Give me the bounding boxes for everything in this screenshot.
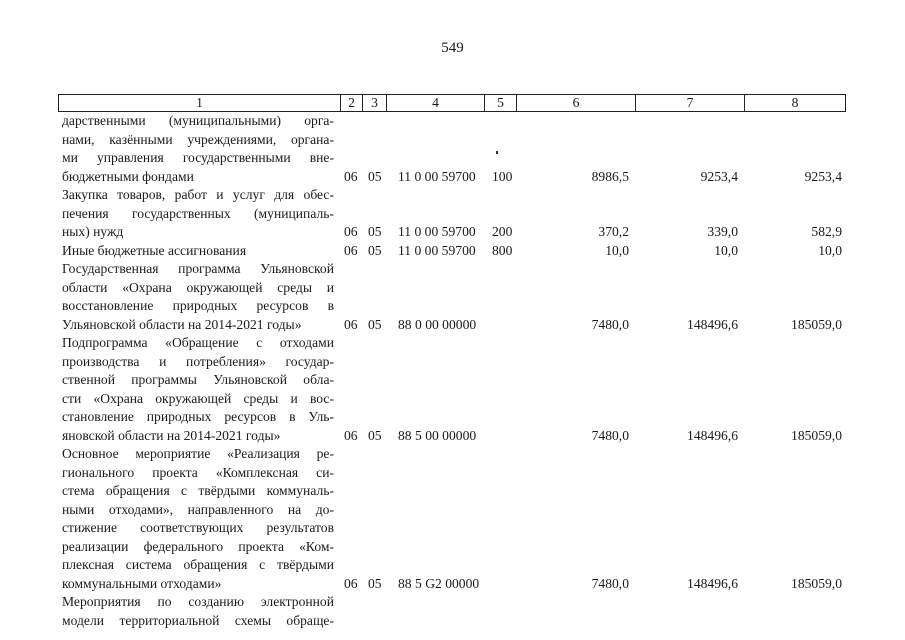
description-line: печения государственных (муниципаль- [62,205,334,221]
description-line: яновской области на 2014-2021 годы» [62,427,281,443]
amount-col-6: 7480,0 [591,575,629,591]
description-line: реализации федерального проекта «Ком- [62,538,334,554]
amount-col-7: 148496,6 [687,316,738,332]
header-col-5: 5 [485,95,517,111]
section-code: 06 [344,224,358,239]
section-code: 06 [344,316,358,332]
header-col-6: 6 [517,95,636,111]
description-line: Государственная программа Ульяновской [62,261,334,276]
amount-col-7: 148496,6 [687,575,738,591]
table-row [62,186,852,242]
description-line: коммунальными отходами» [62,575,222,591]
description-line: ных) нужд [62,224,124,239]
description-line: области «Охрана окружающей среды и [62,279,334,295]
header-col-3: 3 [363,95,387,111]
table-row [62,445,852,593]
subsection-code: 05 [368,242,382,258]
amount-col-6: 10,0 [605,242,629,258]
row-values [62,168,852,187]
description-line: Ульяновской области на 2014-2021 годы» [62,316,302,332]
target-article-code: 11 0 00 59700 [398,224,476,239]
table-row [62,242,852,261]
description-line: Иные бюджетные ассигнования [62,242,247,258]
amount-col-8: 185059,0 [791,316,842,332]
section-code: 06 [344,427,358,443]
header-col-1: 1 [59,95,341,111]
expense-type-code: 100 [492,168,513,184]
table-body [62,112,852,630]
description-line: сти «Охрана окружающей среды и вос- [62,390,334,406]
target-article-code: 88 5 00 00000 [398,427,477,443]
row-description [62,593,334,630]
subsection-code: 05 [368,316,382,332]
section-code: 06 [344,242,358,258]
amount-col-7: 9253,4 [700,168,738,184]
section-code: 06 [344,168,358,184]
description-line: дарственными (муниципальными) орга- [62,113,334,128]
description-line: производства и потребления» государ- [62,353,334,369]
amount-col-7: 148496,6 [687,427,738,443]
amount-col-6: 7480,0 [591,316,629,332]
subsection-code: 05 [368,427,382,443]
description-line: Закупка товаров, работ и услуг для обес- [62,187,334,202]
row-values [62,223,852,242]
header-col-4: 4 [387,95,485,111]
description-line: модели территориальной схемы обраще- [62,612,334,628]
description-line: становление природных ресурсов в Уль- [62,409,334,424]
target-article-code: 11 0 00 59700 [398,242,476,258]
row-values [62,575,852,594]
amount-col-6: 8986,5 [591,168,629,184]
header-col-7: 7 [636,95,745,111]
description-line: гионального проекта «Комплексная си- [62,464,334,480]
description-line: бюджетными фондами [62,168,194,184]
amount-col-8: 9253,4 [804,168,842,184]
description-line: нами, казёнными учреждениями, органа- [62,131,334,147]
expense-type-code: 200 [492,224,513,239]
amount-col-8: 10,0 [818,242,842,258]
amount-col-7: 339,0 [707,224,738,239]
amount-col-6: 370,2 [598,224,629,239]
description-line: восстановление природных ресурсов в [62,298,334,313]
description-line: ственной программы Ульяновской обла- [62,372,334,387]
target-article-code: 11 0 00 59700 [398,168,476,184]
amount-col-8: 582,9 [811,224,842,239]
table-row [62,260,852,334]
row-values [62,316,852,335]
amount-col-6: 7480,0 [591,427,629,443]
expense-type-code: 800 [492,242,513,258]
target-article-code: 88 0 00 00000 [398,316,477,332]
description-line: ми управления государственными вне- [62,150,334,165]
target-article-code: 88 5 G2 00000 [398,575,480,591]
description-line: Мероприятия по созданию электронной [62,594,334,609]
table-row [62,334,852,445]
row-values [62,242,852,261]
subsection-code: 05 [368,168,382,184]
table-row [62,112,852,186]
row-values [62,427,852,446]
description-line: стема обращения с твёрдыми коммуналь- [62,483,334,498]
subsection-code: 05 [368,224,382,239]
subsection-code: 05 [368,575,382,591]
amount-col-7: 10,0 [714,242,738,258]
header-col-8: 8 [791,95,799,110]
description-line: Основное мероприятие «Реализация ре- [62,446,334,461]
description-line: ными отходами», направленного на до- [62,501,334,517]
table-row [62,593,852,630]
row-description [62,445,334,593]
table-header [58,94,846,112]
description-line: Подпрограмма «Обращение с отходами [62,335,334,350]
section-code: 06 [344,575,358,591]
amount-col-8: 185059,0 [791,575,842,591]
description-line: плексная система обращения с твёрдыми [62,557,334,572]
header-col-2: 2 [341,95,363,111]
page-number: 549 [441,40,464,56]
amount-col-8: 185059,0 [791,427,842,443]
description-line: стижение соответствующих результатов [62,520,334,535]
